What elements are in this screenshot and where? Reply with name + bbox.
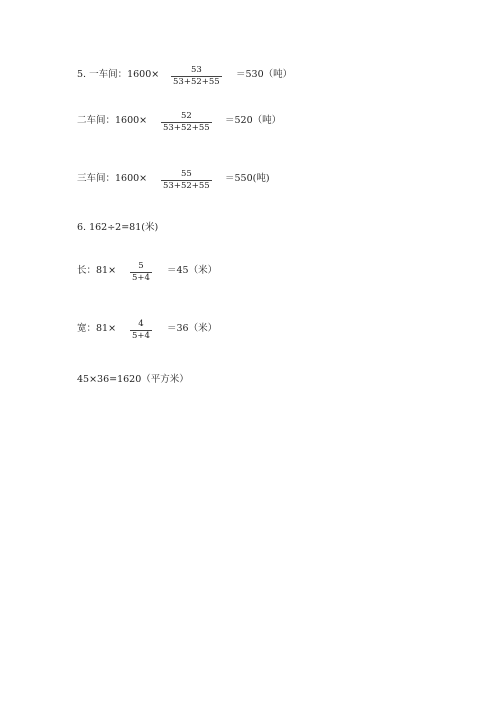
q5-line1-fraction (171, 66, 222, 86)
fraction-numerator: 53 (190, 65, 202, 75)
fraction-numerator: 52 (180, 111, 192, 121)
q5-line3-prefix: 三车间：1600× (77, 173, 148, 184)
q5-line2-prefix: 二车间：1600× (77, 115, 148, 126)
q6-width-result: ＝36（米） (167, 323, 218, 334)
q6-area: 45×36=1620（平方米） (77, 374, 189, 385)
q6-length-prefix: 长：81× (77, 265, 117, 276)
fraction-numerator: 5 (138, 261, 144, 271)
fraction-numerator: 55 (180, 169, 192, 179)
q6-length-result: ＝45（米） (167, 265, 218, 276)
q5-line2-result: ＝520（吨） (225, 115, 282, 126)
q6-intro: 6. 162÷2=81(米) (77, 222, 159, 233)
fraction-denominator: 5+4 (132, 272, 150, 283)
fraction-numerator: 4 (138, 319, 144, 329)
q6-length-fraction (130, 262, 152, 282)
q5-line2-fraction (161, 112, 212, 132)
q5-line3-fraction (161, 170, 212, 190)
fraction-denominator: 5+4 (132, 330, 150, 341)
fraction-denominator: 53+52+55 (163, 180, 210, 191)
q5-line1-result: ＝530（吨） (236, 69, 293, 80)
q5-line3-result: ＝550(吨) (225, 173, 270, 184)
q6-width-fraction (130, 320, 152, 340)
q5-line1-prefix: 5. 一车间：1600× (77, 69, 160, 80)
fraction-denominator: 53+52+55 (163, 122, 210, 133)
q6-width-prefix: 宽：81× (77, 323, 117, 334)
fraction-denominator: 53+52+55 (173, 76, 220, 87)
